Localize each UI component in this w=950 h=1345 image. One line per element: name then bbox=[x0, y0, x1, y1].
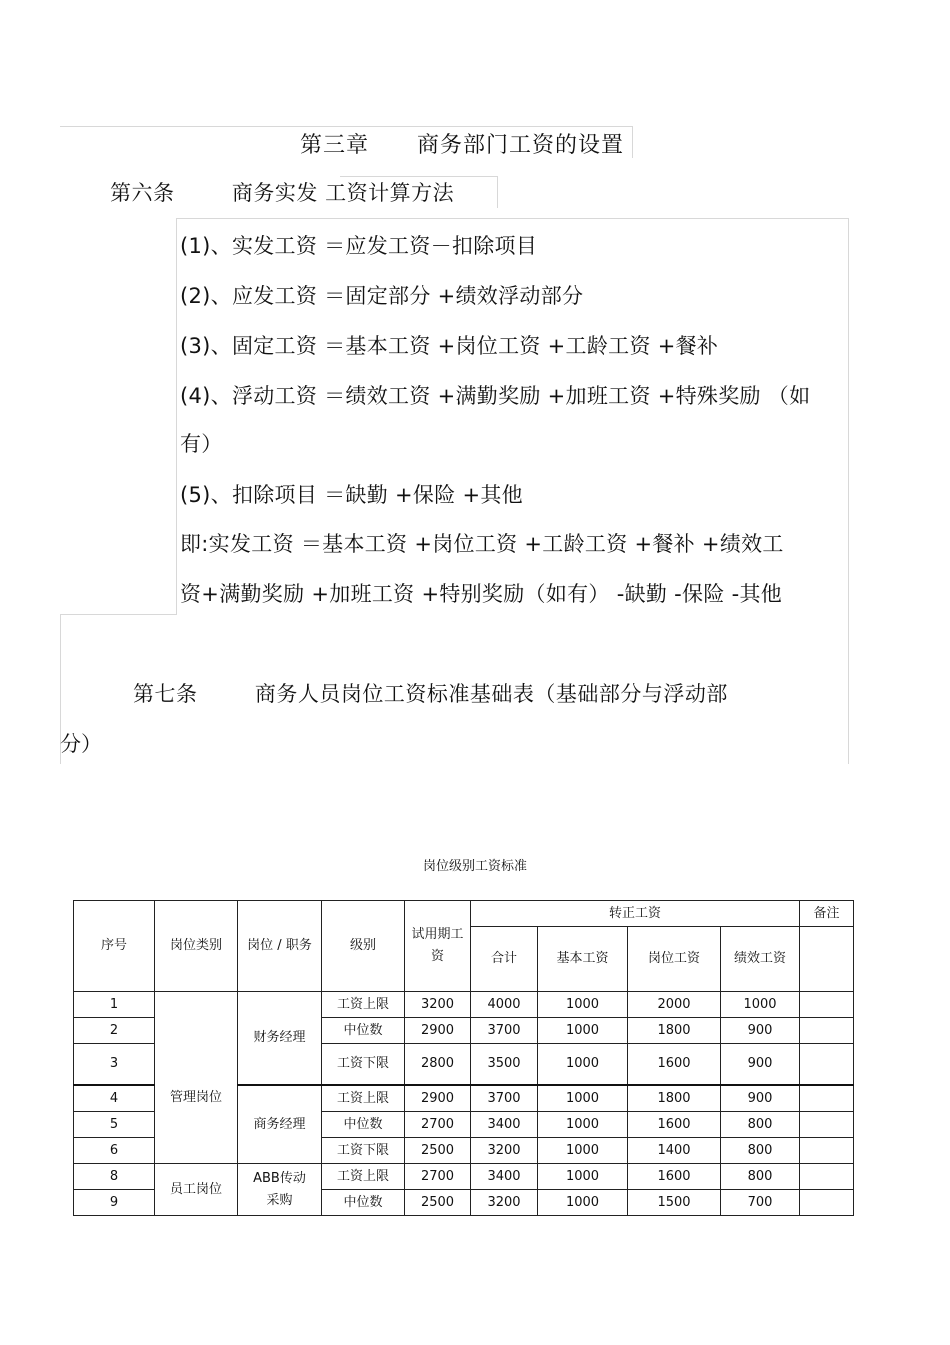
cell-remark bbox=[800, 992, 854, 1018]
cell-base: 1000 bbox=[538, 1044, 628, 1086]
cell-perf: 900 bbox=[721, 1085, 800, 1112]
cell-base: 1000 bbox=[538, 1164, 628, 1190]
cell-total: 3700 bbox=[471, 1085, 538, 1112]
cell-base: 1000 bbox=[538, 1112, 628, 1138]
cell-post: 2000 bbox=[628, 992, 721, 1018]
cell-position-abb bbox=[238, 1164, 322, 1216]
header-category: 岗位类别 bbox=[155, 901, 238, 992]
cell-base: 1000 bbox=[538, 1085, 628, 1112]
header-base: 基本工资 bbox=[538, 927, 628, 992]
header-remark-blank bbox=[800, 927, 854, 992]
cell-seq: 1 bbox=[74, 992, 155, 1018]
cell-seq: 4 bbox=[74, 1085, 155, 1112]
cell-remark bbox=[800, 1018, 854, 1044]
cell-seq: 6 bbox=[74, 1138, 155, 1164]
cell-position-business: 商务经理 bbox=[238, 1085, 322, 1164]
cell-level: 工资上限 bbox=[322, 1085, 405, 1112]
cell-perf: 700 bbox=[721, 1190, 800, 1216]
cell-base: 1000 bbox=[538, 1018, 628, 1044]
header-trial: 试用期工资 bbox=[405, 901, 471, 992]
cell-post: 1600 bbox=[628, 1164, 721, 1190]
header-level: 级别 bbox=[322, 901, 405, 992]
cell-seq: 2 bbox=[74, 1018, 155, 1044]
formula-line-4-cont: 有） bbox=[180, 432, 223, 456]
cell-level: 中位数 bbox=[322, 1018, 405, 1044]
formula-line-5: (5)、扣除项目 ＝缺勤 +保险 +其他 bbox=[180, 483, 523, 507]
article-7-title: 商务人员岗位工资标准基础表（基础部分与浮动部 bbox=[254, 682, 728, 706]
article-6-title-b: 工资计算方法 bbox=[325, 181, 455, 205]
cell-category-staff: 员工岗位 bbox=[155, 1164, 238, 1216]
cell-level: 工资上限 bbox=[322, 1164, 405, 1190]
formula-summary-1: 即:实发工资 ＝基本工资 +岗位工资 +工龄工资 +餐补 +绩效工 bbox=[180, 532, 784, 556]
cell-post: 1600 bbox=[628, 1044, 721, 1086]
article-7-number: 第七条 bbox=[133, 682, 198, 706]
cell-total: 4000 bbox=[471, 992, 538, 1018]
cell-total: 3500 bbox=[471, 1044, 538, 1086]
cell-trial: 2500 bbox=[405, 1138, 471, 1164]
header-total: 合计 bbox=[471, 927, 538, 992]
cell-trial: 2700 bbox=[405, 1164, 471, 1190]
cell-trial: 2900 bbox=[405, 1018, 471, 1044]
cell-trial: 2800 bbox=[405, 1044, 471, 1086]
cell-position-finance: 财务经理 bbox=[238, 992, 322, 1086]
abb-line-1: ABB传动 bbox=[253, 1170, 306, 1186]
cell-base: 1000 bbox=[538, 992, 628, 1018]
cell-seq: 9 bbox=[74, 1190, 155, 1216]
cell-post: 1800 bbox=[628, 1085, 721, 1112]
guide-line bbox=[176, 218, 849, 219]
table-caption: 岗位级别工资标准 bbox=[422, 859, 527, 874]
header-remark: 备注 bbox=[800, 901, 854, 927]
article-6-number: 第六条 bbox=[110, 181, 175, 205]
cell-post: 1500 bbox=[628, 1190, 721, 1216]
cell-total: 3200 bbox=[471, 1190, 538, 1216]
chapter-title: 商务部门工资的设置 bbox=[416, 133, 624, 158]
formula-line-1: (1)、实发工资 ＝应发工资－扣除项目 bbox=[180, 234, 538, 258]
cell-perf: 1000 bbox=[721, 992, 800, 1018]
guide-line bbox=[632, 126, 633, 158]
cell-level: 工资下限 bbox=[322, 1044, 405, 1086]
cell-seq: 3 bbox=[74, 1044, 155, 1086]
cell-perf: 900 bbox=[721, 1018, 800, 1044]
cell-level: 工资上限 bbox=[322, 992, 405, 1018]
cell-trial: 2500 bbox=[405, 1190, 471, 1216]
article-7-title-cont: 分） bbox=[60, 732, 102, 756]
chapter-number: 第三章 bbox=[300, 133, 370, 158]
cell-remark bbox=[800, 1112, 854, 1138]
cell-post: 1800 bbox=[628, 1018, 721, 1044]
cell-post: 1400 bbox=[628, 1138, 721, 1164]
cell-total: 3700 bbox=[471, 1018, 538, 1044]
header-position: 岗位 / 职务 bbox=[238, 901, 322, 992]
cell-trial: 2900 bbox=[405, 1085, 471, 1112]
guide-line bbox=[60, 126, 632, 127]
cell-trial: 2700 bbox=[405, 1112, 471, 1138]
cell-total: 3200 bbox=[471, 1138, 538, 1164]
cell-trial: 3200 bbox=[405, 992, 471, 1018]
article-6-title-a: 商务实发 bbox=[231, 181, 318, 205]
guide-line bbox=[497, 176, 498, 208]
cell-total: 3400 bbox=[471, 1112, 538, 1138]
header-post: 岗位工资 bbox=[628, 927, 721, 992]
cell-perf: 800 bbox=[721, 1138, 800, 1164]
formula-summary-2: 资+满勤奖励 +加班工资 +特别奖励（如有） -缺勤 -保险 -其他 bbox=[180, 582, 783, 606]
cell-level: 工资下限 bbox=[322, 1138, 405, 1164]
article-7-heading bbox=[133, 678, 728, 708]
cell-category-management: 管理岗位 bbox=[155, 992, 238, 1164]
formula-line-3: (3)、固定工资 ＝基本工资 +岗位工资 +工龄工资 +餐补 bbox=[180, 334, 719, 358]
guide-line bbox=[176, 218, 177, 614]
cell-post: 1600 bbox=[628, 1112, 721, 1138]
cell-level: 中位数 bbox=[322, 1190, 405, 1216]
article-6-heading bbox=[110, 177, 454, 207]
formula-line-2: (2)、应发工资 ＝固定部分 +绩效浮动部分 bbox=[180, 284, 584, 308]
table-row bbox=[74, 992, 854, 1018]
cell-base: 1000 bbox=[538, 1138, 628, 1164]
header-perf: 绩效工资 bbox=[721, 927, 800, 992]
cell-perf: 800 bbox=[721, 1112, 800, 1138]
cell-remark bbox=[800, 1044, 854, 1086]
cell-base: 1000 bbox=[538, 1190, 628, 1216]
guide-line bbox=[848, 218, 849, 764]
header-seq: 序号 bbox=[74, 901, 155, 992]
chapter-heading bbox=[300, 128, 624, 159]
abb-line-2: 采购 bbox=[266, 1192, 293, 1208]
cell-remark bbox=[800, 1164, 854, 1190]
cell-seq: 8 bbox=[74, 1164, 155, 1190]
cell-remark bbox=[800, 1138, 854, 1164]
guide-line bbox=[60, 614, 177, 615]
header-regular: 转正工资 bbox=[471, 901, 800, 927]
cell-perf: 900 bbox=[721, 1044, 800, 1086]
salary-grade-table bbox=[73, 900, 854, 1216]
cell-remark bbox=[800, 1190, 854, 1216]
cell-total: 3400 bbox=[471, 1164, 538, 1190]
cell-seq: 5 bbox=[74, 1112, 155, 1138]
cell-remark bbox=[800, 1085, 854, 1112]
table-row bbox=[74, 1164, 854, 1190]
cell-level: 中位数 bbox=[322, 1112, 405, 1138]
cell-perf: 800 bbox=[721, 1164, 800, 1190]
table-header-row bbox=[74, 901, 854, 927]
formula-line-4: (4)、浮动工资 ＝绩效工资 +满勤奖励 +加班工资 +特殊奖励 （如 bbox=[180, 384, 811, 408]
